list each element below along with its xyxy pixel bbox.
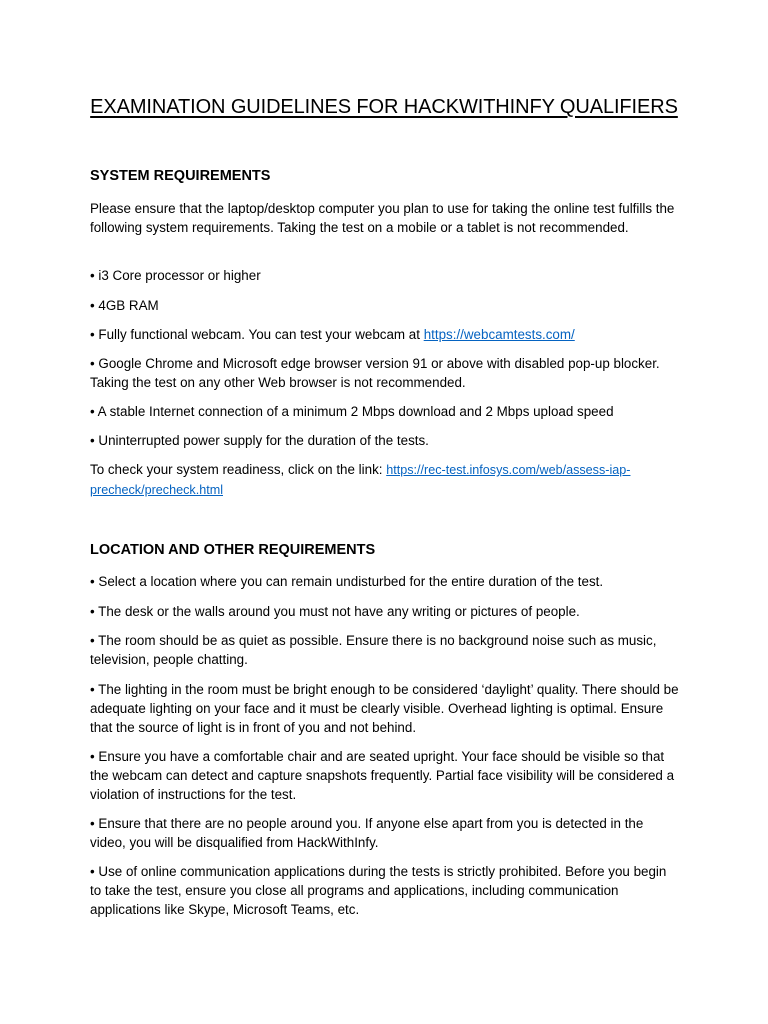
bullet-processor: • i3 Core processor or higher <box>90 268 261 283</box>
location-bullet-communication-apps: • Use of online communication applications during the tests is strictly prohibited. Before you begin to take the test, ensure you close all programs and applications, including communication applications like Skype, Microsoft Teams, etc. <box>90 864 667 917</box>
location-bullet-chair: • Ensure you have a comfortable chair and are seated upright. Your face should be visible so that the webcam can detect and capture snapshots frequently. Partial face visibility will be considered a violation of instructions for the test. <box>90 749 675 802</box>
bullet-power: • Uninterrupted power supply for the duration of the tests. <box>90 433 429 448</box>
location-bullet-quiet: • The room should be as quiet as possible. Ensure there is no background noise such as music, television, people chatting. <box>90 633 657 667</box>
readiness-paragraph <box>90 460 680 500</box>
bullet-ram: • 4GB RAM <box>90 298 159 313</box>
location-bullet-lighting: • The lighting in the room must be bright enough to be considered ‘daylight’ quality. There should be adequate lighting on your face and it must be clearly visible. Overhead lighting is optimal. Ensure that the source of light is in front of you and not behind. <box>90 682 679 735</box>
bullet-webcam <box>90 325 680 344</box>
document-title: EXAMINATION GUIDELINES FOR HACKWITHINFY QUALIFIERS <box>90 96 678 118</box>
system-requirements-heading: SYSTEM REQUIREMENTS <box>90 168 271 184</box>
precheck-link[interactable]: https://rec-test.infosys.com/web/assess-iap-precheck/precheck.html <box>90 463 631 497</box>
system-intro-paragraph: Please ensure that the laptop/desktop computer you plan to use for taking the online test fulfills the following system requirements. Taking the test on a mobile or a tablet is not recommended. <box>90 201 675 235</box>
bullet-internet: • A stable Internet connection of a minimum 2 Mbps download and 2 Mbps upload speed <box>90 404 614 419</box>
bullet-webcam-text: • Fully functional webcam. You can test your webcam at <box>90 327 424 342</box>
location-bullet-undisturbed: • Select a location where you can remain undisturbed for the entire duration of the test. <box>90 574 604 589</box>
location-bullet-no-people: • Ensure that there are no people around you. If anyone else apart from you is detected in the video, you will be disqualified from HackWithInfy. <box>90 816 644 850</box>
readiness-text: To check your system readiness, click on the link: <box>90 462 387 477</box>
bullet-browser: • Google Chrome and Microsoft edge browser version 91 or above with disabled pop-up blocker. Taking the test on any other Web browser is not recommended. <box>90 356 660 390</box>
webcam-test-link[interactable]: https://webcamtests.com/ <box>423 327 575 342</box>
location-bullet-walls: • The desk or the walls around you must not have any writing or pictures of people. <box>90 604 580 619</box>
location-requirements-heading: LOCATION AND OTHER REQUIREMENTS <box>90 542 376 558</box>
